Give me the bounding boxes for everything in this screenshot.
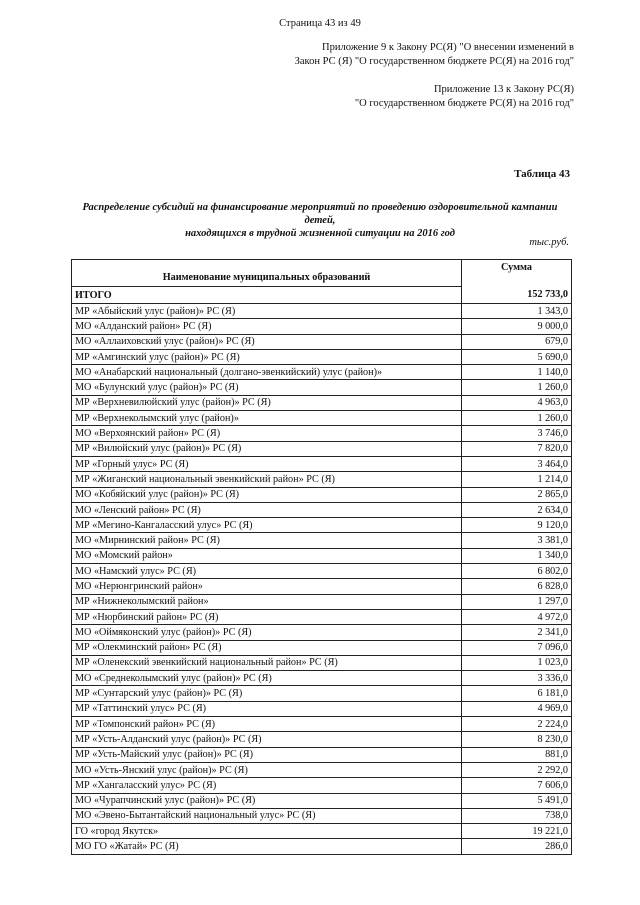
municipality-name-cell: МО «Эвено-Бытантайский национальный улус» РС (Я) — [72, 808, 462, 823]
subsidy-amount-cell: 2 292,0 — [462, 762, 572, 777]
subsidy-amount-cell: 7 606,0 — [462, 778, 572, 793]
municipality-name-cell: МО «Среднеколымский улус (район)» РС (Я) — [72, 671, 462, 686]
table-number: Таблица 43 — [514, 168, 570, 180]
subsidy-amount-cell: 9 120,0 — [462, 518, 572, 533]
subsidy-amount-cell: 1 297,0 — [462, 594, 572, 609]
subsidy-amount-cell: 4 972,0 — [462, 609, 572, 624]
subsidy-amount-cell: 1 214,0 — [462, 472, 572, 487]
subsidy-amount-cell: 1 343,0 — [462, 304, 572, 319]
municipality-name-cell: МО «Верхоянский район» РС (Я) — [72, 426, 462, 441]
municipality-name-cell: МР «Вилюйский улус (район)» РС (Я) — [72, 441, 462, 456]
municipality-name-cell: МО ГО «Жатай» РС (Я) — [72, 839, 462, 854]
table-body — [72, 287, 572, 855]
subsidy-amount-cell: 5 690,0 — [462, 349, 572, 364]
units-label: тыс.руб. — [529, 237, 569, 248]
subsidy-amount-cell: 2 224,0 — [462, 717, 572, 732]
municipality-name-cell: МО «Алданский район» РС (Я) — [72, 319, 462, 334]
table-row — [72, 671, 572, 686]
table-row — [72, 411, 572, 426]
municipality-name-cell: МР «Усть-Алданский улус (район)» РС (Я) — [72, 732, 462, 747]
subsidy-amount-cell: 3 336,0 — [462, 671, 572, 686]
table-row — [72, 533, 572, 548]
total-row — [72, 287, 572, 304]
subsidy-amount-cell: 7 096,0 — [462, 640, 572, 655]
subsidy-amount-cell: 19 221,0 — [462, 824, 572, 839]
subsidy-amount-cell: 881,0 — [462, 747, 572, 762]
subsidy-amount-cell: 1 023,0 — [462, 655, 572, 670]
subsidy-amount-cell: 7 820,0 — [462, 441, 572, 456]
appendix-13-line-1: Приложение 13 к Закону РС(Я) — [433, 84, 574, 95]
table-row — [72, 441, 572, 456]
appendix-9-line-1: Приложение 9 к Закону РС(Я) "О внесении изменений в — [322, 42, 574, 53]
appendix-13-line-2: "О государственном бюджете РС(Я) на 2016 год" — [354, 97, 574, 109]
table-row — [72, 717, 572, 732]
table-row — [72, 732, 572, 747]
municipality-name-cell: МР «Верхнеколымский улус (район)» — [72, 411, 462, 426]
document-title — [72, 201, 568, 240]
subsidy-amount-cell: 9 000,0 — [462, 319, 572, 334]
subsidy-amount-cell: 1 140,0 — [462, 365, 572, 380]
table-row — [72, 579, 572, 594]
subsidy-amount-cell: 2 341,0 — [462, 625, 572, 640]
table-row — [72, 548, 572, 563]
table-row — [72, 762, 572, 777]
municipality-name-cell: МР «Жиганский национальный эвенкийский район» РС (Я) — [72, 472, 462, 487]
subsidy-amount-cell: 4 963,0 — [462, 395, 572, 410]
table-row — [72, 319, 572, 334]
municipality-name-cell: МО «Мирнинский район» РС (Я) — [72, 533, 462, 548]
table-row — [72, 456, 572, 471]
title-line-1: Распределение субсидий на финансирование мероприятий по проведению оздоровительной кампании детей, — [82, 202, 558, 226]
municipality-name-cell: МР «Мегино-Кангаласский улус» РС (Я) — [72, 518, 462, 533]
municipality-name-cell: МР «Верхневилюйский улус (район)» РС (Я) — [72, 395, 462, 410]
subsidy-amount-cell: 3 381,0 — [462, 533, 572, 548]
municipality-name-cell: МО «Оймяконский улус (район)» РС (Я) — [72, 625, 462, 640]
subsidy-amount-cell: 2 865,0 — [462, 487, 572, 502]
municipality-name-cell: ГО «город Якутск» — [72, 824, 462, 839]
table-row — [72, 349, 572, 364]
subsidy-amount-cell: 3 464,0 — [462, 456, 572, 471]
column-header-name: Наименование муниципальных образований — [72, 260, 462, 287]
municipality-name-cell: МО «Намский улус» РС (Я) — [72, 564, 462, 579]
subsidy-amount-cell: 4 969,0 — [462, 701, 572, 716]
table-row — [72, 380, 572, 395]
subsidy-amount-cell: 6 181,0 — [462, 686, 572, 701]
subsidy-amount-cell: 1 260,0 — [462, 411, 572, 426]
subsidy-amount-cell: 738,0 — [462, 808, 572, 823]
table-row — [72, 747, 572, 762]
municipality-name-cell: МР «Горный улус» РС (Я) — [72, 456, 462, 471]
table-row — [72, 609, 572, 624]
municipality-name-cell: МР «Усть-Майский улус (район)» РС (Я) — [72, 747, 462, 762]
subsidy-amount-cell: 1 340,0 — [462, 548, 572, 563]
page-number: Страница 43 из 49 — [279, 18, 361, 29]
municipality-name-cell: МР «Хангаласский улус» РС (Я) — [72, 778, 462, 793]
municipality-name-cell: МР «Таттинский улус» РС (Я) — [72, 701, 462, 716]
appendix-13-note — [355, 83, 574, 110]
table-row — [72, 518, 572, 533]
municipality-name-cell: МО «Аллаиховский улус (район)» РС (Я) — [72, 334, 462, 349]
subsidy-amount-cell: 8 230,0 — [462, 732, 572, 747]
subsidy-amount-cell: 5 491,0 — [462, 793, 572, 808]
municipality-name-cell: МР «Сунтарский улус (район)» РС (Я) — [72, 686, 462, 701]
municipality-name-cell: МО «Чурапчинский улус (район)» РС (Я) — [72, 793, 462, 808]
table-row — [72, 564, 572, 579]
municipality-name-cell: МР «Нижнеколымский район» — [72, 594, 462, 609]
table-row — [72, 365, 572, 380]
table-row — [72, 778, 572, 793]
appendix-9-note — [295, 41, 574, 68]
table-row — [72, 808, 572, 823]
municipality-name-cell: МО «Булунский улус (район)» РС (Я) — [72, 380, 462, 395]
subsidy-amount-cell: 679,0 — [462, 334, 572, 349]
table-row — [72, 686, 572, 701]
municipality-name-cell: МР «Олекминский район» РС (Я) — [72, 640, 462, 655]
table-row — [72, 502, 572, 517]
table-row — [72, 304, 572, 319]
municipality-name-cell: МО «Момский район» — [72, 548, 462, 563]
subsidy-table — [71, 259, 572, 855]
column-header-sum: Сумма — [462, 260, 572, 287]
table-row — [72, 655, 572, 670]
municipality-name-cell: МР «Амгинский улус (район)» РС (Я) — [72, 349, 462, 364]
municipality-name-cell: МО «Кобяйский улус (район)» РС (Я) — [72, 487, 462, 502]
table-row — [72, 487, 572, 502]
table-row — [72, 701, 572, 716]
municipality-name-cell: МР «Нюрбинский район» РС (Я) — [72, 609, 462, 624]
subsidy-amount-cell: 2 634,0 — [462, 502, 572, 517]
subsidy-amount-cell: 6 802,0 — [462, 564, 572, 579]
municipality-name-cell: МР «Оленекский эвенкийский национальный район» РС (Я) — [72, 655, 462, 670]
total-value: 152 733,0 — [462, 287, 572, 304]
subsidy-amount-cell: 3 746,0 — [462, 426, 572, 441]
subsidy-amount-cell: 1 260,0 — [462, 380, 572, 395]
table-row — [72, 426, 572, 441]
municipality-name-cell: МО «Нерюнгринский район» — [72, 579, 462, 594]
table-row — [72, 824, 572, 839]
table-row — [72, 395, 572, 410]
municipality-name-cell: МО «Ленский район» РС (Я) — [72, 502, 462, 517]
total-label: ИТОГО — [72, 287, 462, 304]
table-row — [72, 793, 572, 808]
table-row — [72, 594, 572, 609]
appendix-9-line-2: Закон РС (Я) "О государственном бюджете РС(Я) на 2016 год" — [294, 55, 574, 67]
table-row — [72, 839, 572, 854]
table-row — [72, 640, 572, 655]
table-row — [72, 334, 572, 349]
municipality-name-cell: МР «Томпонский район» РС (Я) — [72, 717, 462, 732]
table-row — [72, 472, 572, 487]
subsidy-amount-cell: 286,0 — [462, 839, 572, 854]
municipality-name-cell: МО «Анабарский национальный (долгано-эвенкийский) улус (район)» — [72, 365, 462, 380]
title-line-2: находящихся в трудной жизненной ситуации на 2016 год — [185, 228, 455, 239]
subsidy-amount-cell: 6 828,0 — [462, 579, 572, 594]
table-header-row — [72, 260, 572, 287]
municipality-name-cell: МО «Усть-Янский улус (район)» РС (Я) — [72, 762, 462, 777]
table-row — [72, 625, 572, 640]
municipality-name-cell: МР «Абыйский улус (район)» РС (Я) — [72, 304, 462, 319]
